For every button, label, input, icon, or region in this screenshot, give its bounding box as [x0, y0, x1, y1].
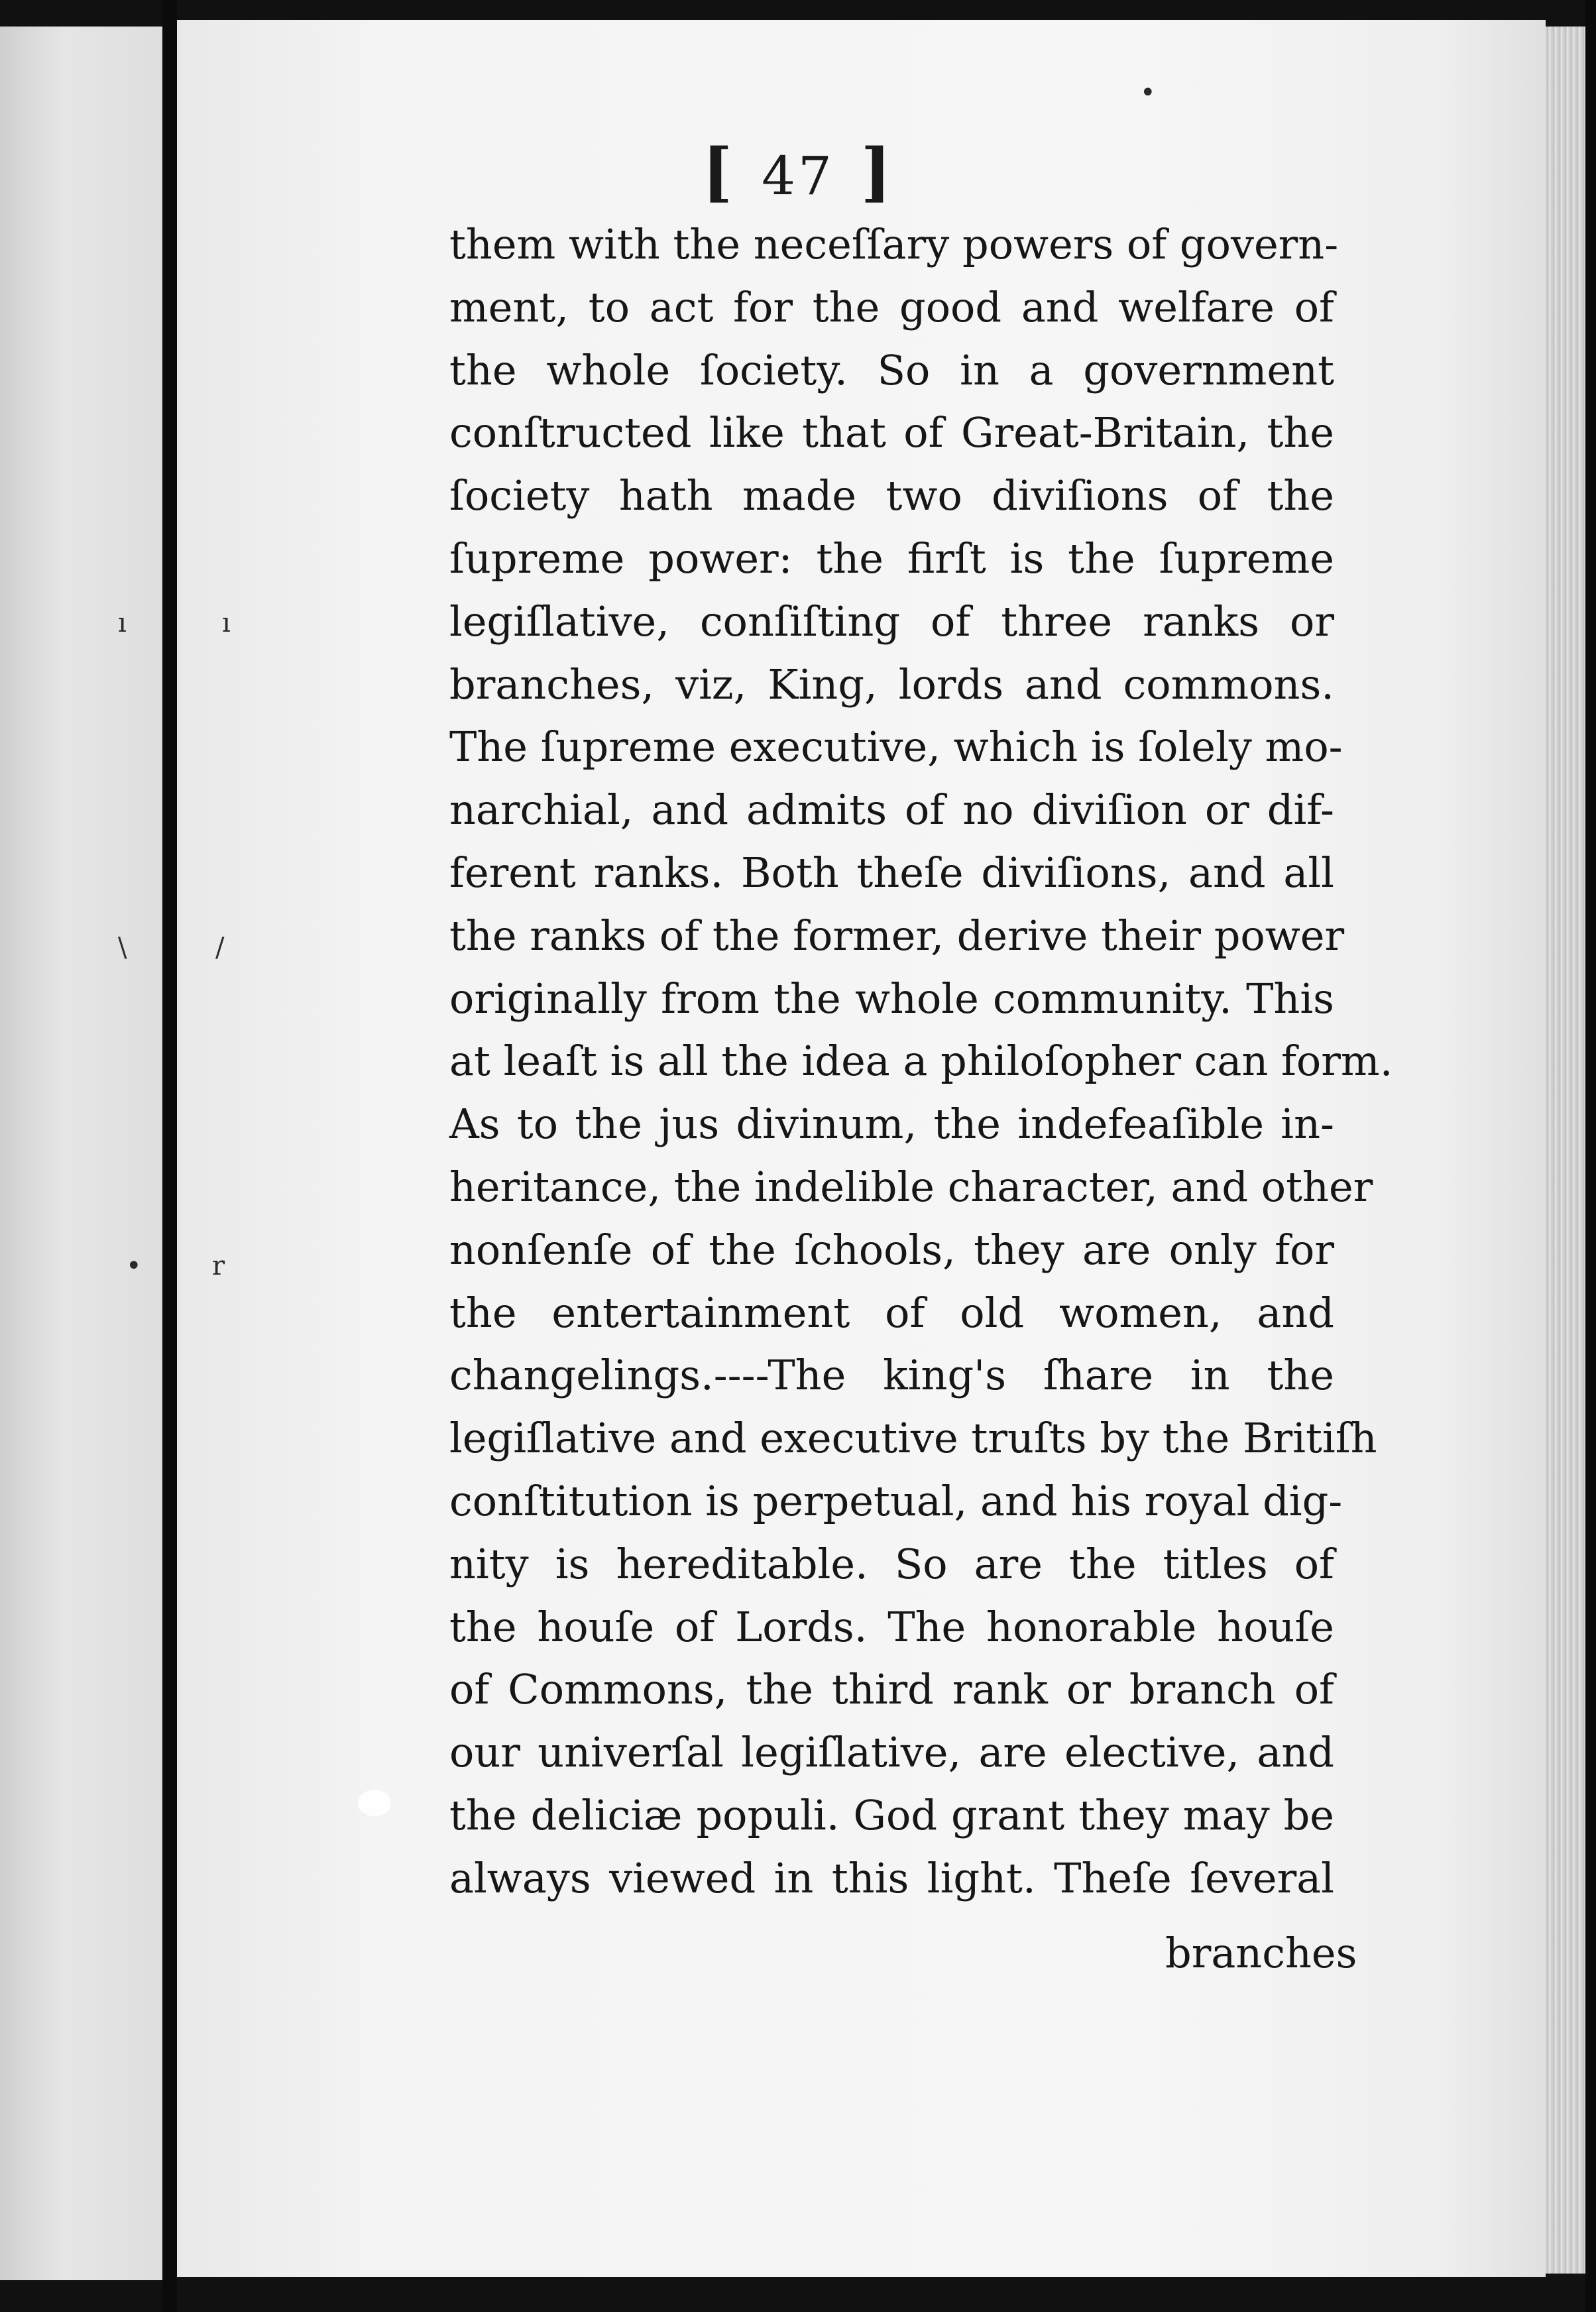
margin-mark: ı	[118, 608, 127, 638]
text-line: always viewed in this light. Theſe ſeveral	[449, 1853, 1334, 1902]
text-line: nonſenſe of the ſchools, they are only for	[449, 1225, 1334, 1274]
text-line: changelings.----The king's ſhare in the	[449, 1351, 1334, 1400]
text-line: the whole ſociety. So in a government	[449, 345, 1334, 394]
text-line: the houſe of Lords. The honorable houſe	[449, 1602, 1334, 1651]
left-page-edge	[0, 27, 162, 2280]
text-line: heritance, the indelible character, and other	[449, 1162, 1373, 1211]
text-line: ment, to act for the good and welfare of	[449, 282, 1334, 331]
margin-mark: •	[1140, 78, 1156, 108]
text-line: conſtitution is perpetual, and his royal dig-	[449, 1476, 1343, 1525]
text-line: conſtructed like that of Great-Britain, the	[449, 408, 1334, 457]
text-line: nity is hereditable. So are the titles of	[449, 1539, 1334, 1588]
text-line: ſociety hath made two diviſions of the	[449, 471, 1334, 520]
text-line: originally from the whole community. This	[449, 974, 1334, 1023]
margin-mark: r	[212, 1251, 225, 1281]
page-header	[0, 135, 1596, 209]
text-line: legiſlative, conſiſting of three ranks or	[449, 597, 1334, 646]
text-line: of Commons, the third rank or branch of	[449, 1665, 1334, 1714]
page-number: 47	[762, 145, 834, 207]
text-line: the ranks of the former, derive their power	[449, 911, 1345, 960]
text-line: ſupreme power: the firſt is the ſupreme	[449, 534, 1334, 583]
text-line: them with the neceſſary powers of govern-	[449, 220, 1339, 268]
text-line: legiſlative and executive truſts by the Britiſh	[449, 1414, 1377, 1463]
page-edges	[1546, 27, 1585, 2274]
catchword: branches	[1165, 1929, 1357, 1977]
margin-mark: •	[126, 1251, 142, 1281]
scan-right-border	[1585, 0, 1596, 2312]
text-line: The ſupreme executive, which is ſolely mo-	[449, 722, 1343, 772]
header-right-bracket: ]	[860, 135, 894, 209]
margin-mark: \	[118, 933, 127, 963]
text-line: As to the jus divinum, the indefeaſible in-	[449, 1100, 1334, 1149]
text-line: ferent ranks. Both theſe diviſions, and all	[449, 848, 1334, 897]
paper-spot	[358, 1790, 391, 1816]
text-line: the entertainment of old women, and	[449, 1288, 1334, 1337]
binding-gutter	[162, 0, 177, 2312]
text-line: the deliciæ populi. God grant they may be	[449, 1790, 1334, 1839]
text-line: branches, viz, King, lords and commons.	[449, 660, 1334, 709]
text-line: narchial, and admits of no diviſion or dif-	[449, 785, 1334, 835]
header-left-bracket: [	[702, 135, 736, 209]
text-line: at leaſt is all the idea a philoſopher can form.	[449, 1037, 1393, 1086]
margin-mark: ı	[222, 608, 231, 638]
margin-mark: /	[215, 933, 225, 963]
text-line: our univerſal legiſlative, are elective, and	[449, 1728, 1334, 1777]
body-text	[449, 213, 1393, 1910]
